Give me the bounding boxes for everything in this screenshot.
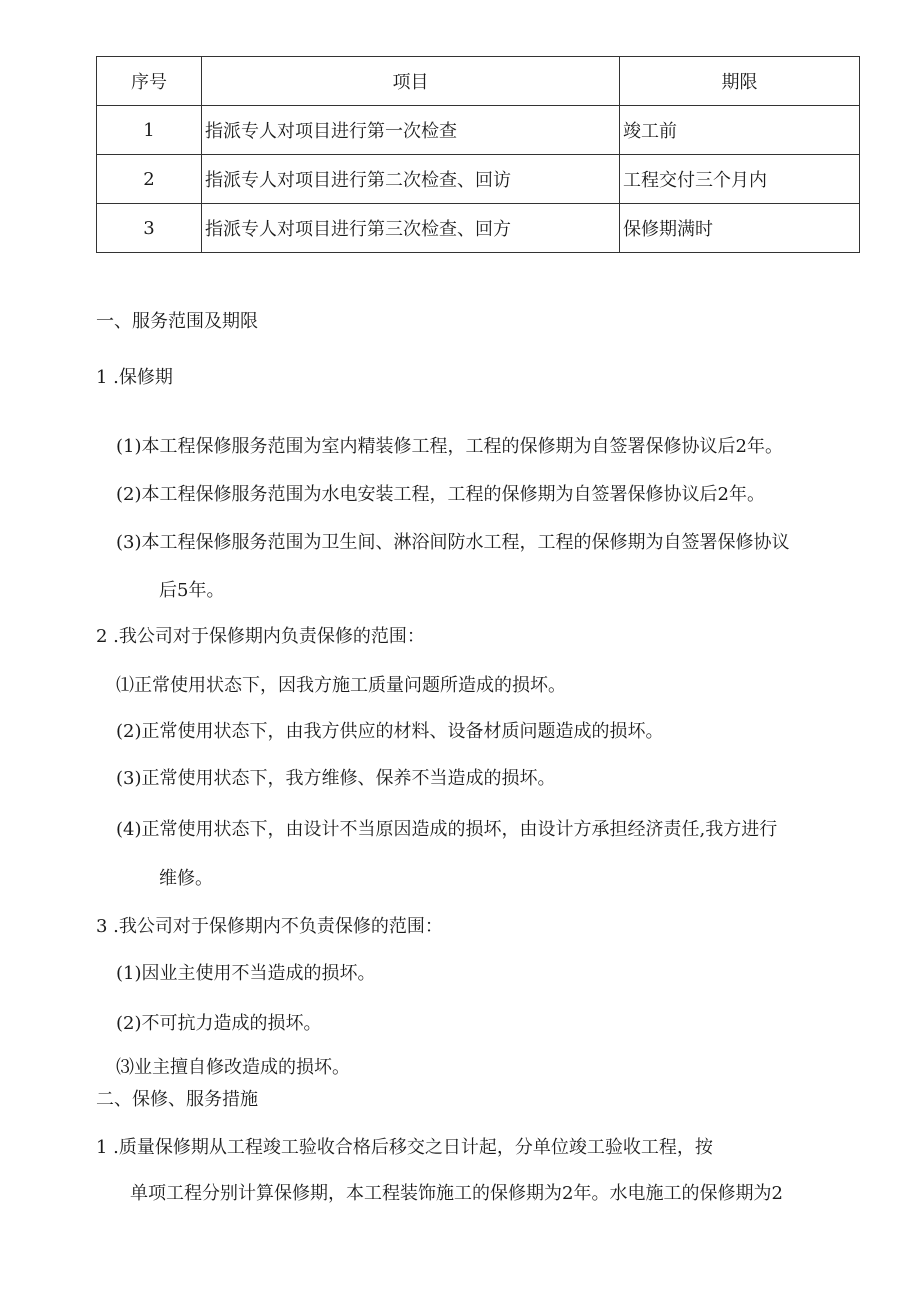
paragraph-continuation: 维修。	[159, 868, 213, 889]
paragraph-item: (4)正常使用状态下，由设计不当原因造成的损坏，由设计方承担经济责任,我方进行	[116, 819, 778, 840]
paragraph-item: 1 .质量保修期从工程竣工验收合格后移交之日计起，分单位竣工验收工程，按	[96, 1137, 713, 1158]
subheading-responsible-scope: 2 .我公司对于保修期内负责保修的范围：	[96, 626, 425, 647]
row-item: 指派专人对项目进行第三次检查、回方	[202, 204, 620, 253]
row-period: 竣工前	[620, 106, 860, 155]
row-item: 指派专人对项目进行第一次检查	[202, 106, 620, 155]
header-item: 项目	[202, 57, 620, 106]
subheading-warranty-period: 1 .保修期	[96, 367, 173, 388]
row-period: 保修期满时	[620, 204, 860, 253]
row-no: 1	[97, 106, 202, 155]
table-row	[97, 204, 860, 253]
section-heading-scope: 一、服务范围及期限	[96, 311, 258, 332]
schedule-table	[96, 56, 860, 253]
row-no: 3	[97, 204, 202, 253]
row-period: 工程交付三个月内	[620, 155, 860, 204]
paragraph-item: (2)正常使用状态下，由我方供应的材料、设备材质问题造成的损坏。	[116, 721, 664, 742]
header-no: 序号	[97, 57, 202, 106]
section-heading-measures: 二、保修、服务措施	[96, 1089, 258, 1110]
paragraph-item: (1)因业主使用不当造成的损坏。	[116, 963, 376, 984]
header-period: 期限	[620, 57, 860, 106]
table-row	[97, 106, 860, 155]
paragraph-item: (2)不可抗力造成的损坏。	[116, 1013, 322, 1034]
row-item: 指派专人对项目进行第二次检查、回访	[202, 155, 620, 204]
paragraph-item: (2)本工程保修服务范围为水电安装工程，工程的保修期为自签署保修协议后2年。	[116, 484, 765, 505]
paragraph-item: ⑶业主擅自修改造成的损坏。	[116, 1057, 350, 1078]
paragraph-continuation: 后5年。	[159, 580, 225, 601]
paragraph-continuation: 单项工程分别计算保修期，本工程装饰施工的保修期为2年。水电施工的保修期为2	[130, 1183, 783, 1204]
paragraph-item: ⑴正常使用状态下，因我方施工质量问题所造成的损坏。	[116, 675, 566, 696]
table-row	[97, 155, 860, 204]
paragraph-item: (3)正常使用状态下，我方维修、保养不当造成的损坏。	[116, 768, 556, 789]
paragraph-item: (3)本工程保修服务范围为卫生间、淋浴间防水工程，工程的保修期为自签署保修协议	[116, 532, 790, 553]
row-no: 2	[97, 155, 202, 204]
paragraph-item: (1)本工程保修服务范围为室内精装修工程，工程的保修期为自签署保修协议后2年。	[116, 436, 783, 457]
table-header-row	[97, 57, 860, 106]
subheading-not-responsible-scope: 3 .我公司对于保修期内不负责保修的范围：	[96, 916, 443, 937]
